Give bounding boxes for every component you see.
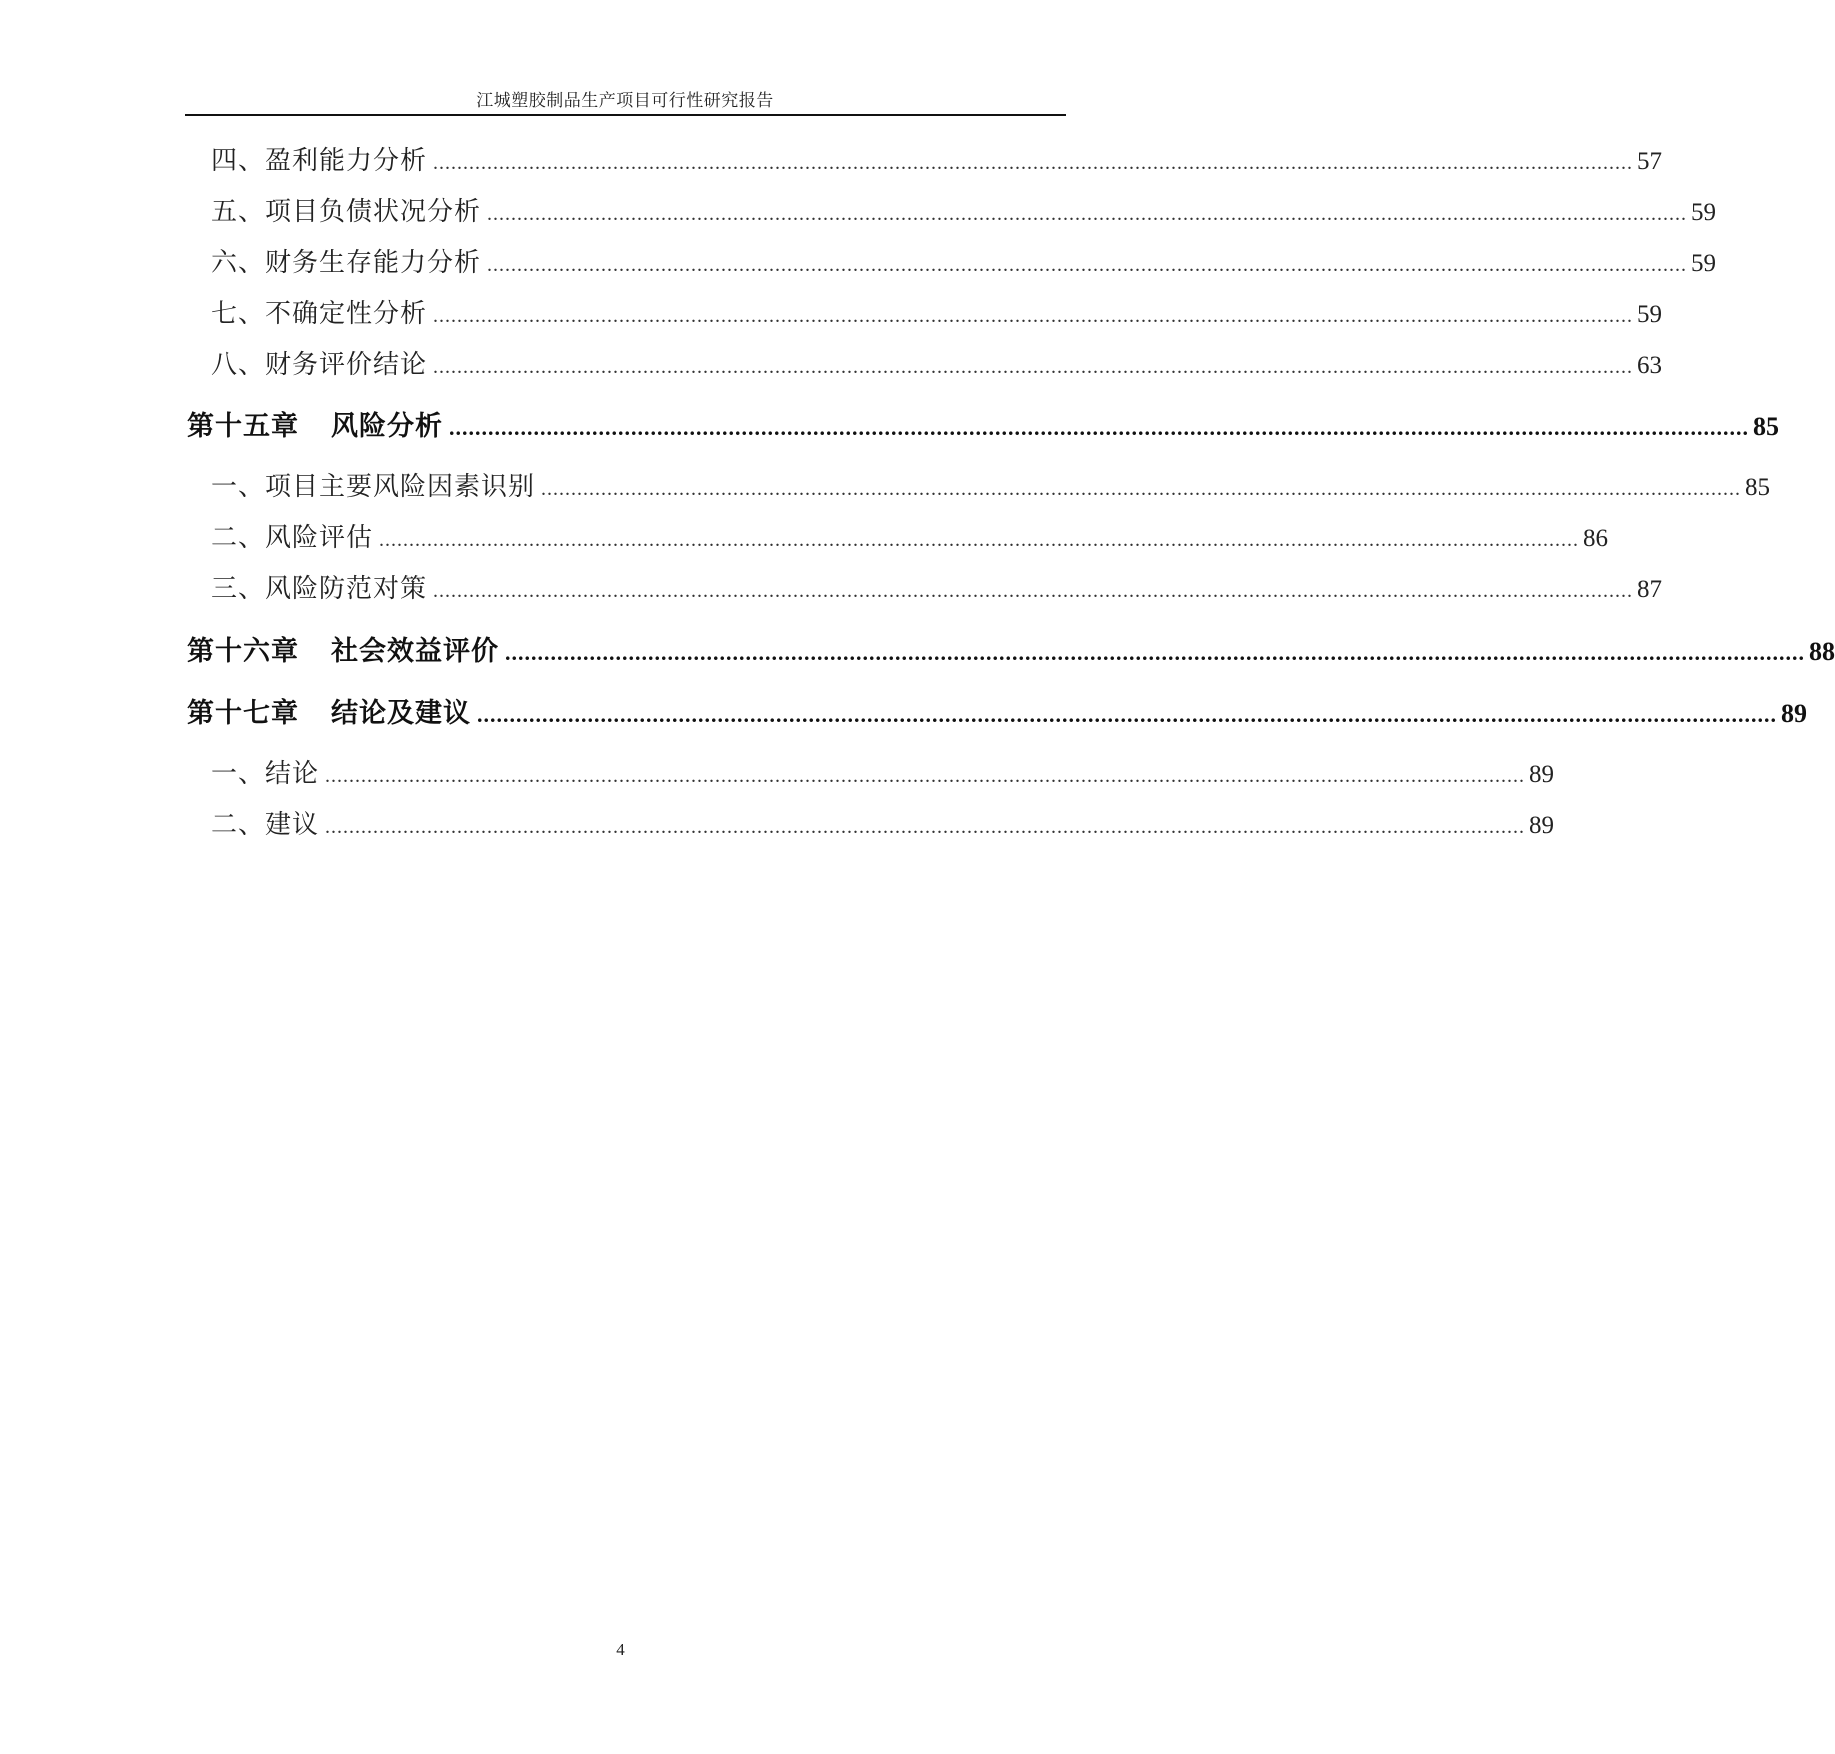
toc-entry[interactable]: [187, 517, 1609, 554]
toc-dot-leader: ........................................................................................................................................................................................................: [487, 254, 1688, 276]
toc-entry-label: 四、盈利能力分析: [211, 146, 428, 176]
toc-entry[interactable]: [187, 568, 1663, 605]
toc-entry-label: 八、财务评价结论: [211, 350, 428, 380]
toc-entry-label: 五、项目负债状况分析: [211, 197, 482, 227]
toc-dot-leader: ........................................................................................................................................................................................................: [433, 305, 1634, 327]
toc-entry-label: 七、不确定性分析: [211, 299, 428, 329]
toc-chapter-title: 结论及建议: [331, 698, 471, 729]
toc-dot-leader: ........................................................................................................................................................................................................: [433, 580, 1634, 602]
toc-entry-page: 63: [1637, 352, 1663, 379]
toc-dot-leader: ........................................................................................................................................................................................................: [379, 529, 1580, 551]
toc-entry-label: 二、建议: [211, 810, 320, 840]
toc-entry[interactable]: [187, 344, 1663, 381]
toc-entry-page: 88: [1809, 637, 1835, 666]
page-number: 4: [616, 1640, 625, 1659]
toc-entry-page: 59: [1691, 199, 1717, 226]
toc-entry[interactable]: [187, 242, 1717, 279]
toc-dot-leader: ........................................................................................................................................................................................................: [449, 415, 1749, 440]
toc-chapter-entry[interactable]: [187, 404, 1779, 443]
toc-entry-page: 59: [1691, 250, 1717, 277]
toc-entry[interactable]: [187, 293, 1663, 330]
toc-entry[interactable]: [187, 140, 1663, 177]
toc-entry[interactable]: [187, 804, 1555, 841]
toc-dot-leader: ........................................................................................................................................................................................................: [325, 816, 1526, 838]
toc-chapter-label: [187, 691, 471, 730]
toc-chapter-number: 第十五章: [187, 411, 299, 442]
toc-dot-leader: ........................................................................................................................................................................................................: [433, 356, 1634, 378]
toc-entry-page: 59: [1637, 301, 1663, 328]
toc-chapter-title: 社会效益评价: [331, 636, 499, 667]
toc-entry-label: 二、风险评估: [211, 523, 374, 553]
toc-entry-page: 87: [1637, 576, 1663, 603]
toc-chapter-number: 第十六章: [187, 636, 299, 667]
toc-entry-label: 一、结论: [211, 759, 320, 789]
toc-entry-page: 85: [1753, 412, 1779, 441]
toc-entry-page: 89: [1529, 812, 1555, 839]
toc-chapter-entry[interactable]: [187, 629, 1835, 668]
toc-entry[interactable]: [187, 191, 1717, 228]
header-divider: [185, 114, 1066, 116]
toc-entry[interactable]: [187, 753, 1555, 790]
toc-entry-page: 89: [1781, 699, 1807, 728]
toc-chapter-label: [187, 629, 499, 668]
toc-dot-leader: ........................................................................................................................................................................................................: [505, 640, 1805, 665]
toc-entry-label: 三、风险防范对策: [211, 574, 428, 604]
toc-entry-page: 57: [1637, 148, 1663, 175]
toc-entry-page: 86: [1583, 525, 1609, 552]
toc-dot-leader: ........................................................................................................................................................................................................: [433, 152, 1634, 174]
toc-dot-leader: ........................................................................................................................................................................................................: [487, 203, 1688, 225]
toc-chapter-entry[interactable]: [187, 691, 1807, 730]
toc-dot-leader: ........................................................................................................................................................................................................: [325, 765, 1526, 787]
toc-entry[interactable]: [187, 466, 1771, 503]
toc-entry-page: 89: [1529, 761, 1555, 788]
toc-entry-label: 一、项目主要风险因素识别: [211, 472, 536, 502]
toc-chapter-title: 风险分析: [331, 411, 443, 442]
toc-chapter-number: 第十七章: [187, 698, 299, 729]
running-header-title: 江城塑胶制品生产项目可行性研究报告: [476, 91, 774, 111]
toc-chapter-label: [187, 404, 443, 443]
toc-dot-leader: ........................................................................................................................................................................................................: [541, 478, 1742, 500]
toc-entry-label: 六、财务生存能力分析: [211, 248, 482, 278]
toc-entry-page: 85: [1745, 474, 1771, 501]
toc-dot-leader: ........................................................................................................................................................................................................: [477, 702, 1777, 727]
